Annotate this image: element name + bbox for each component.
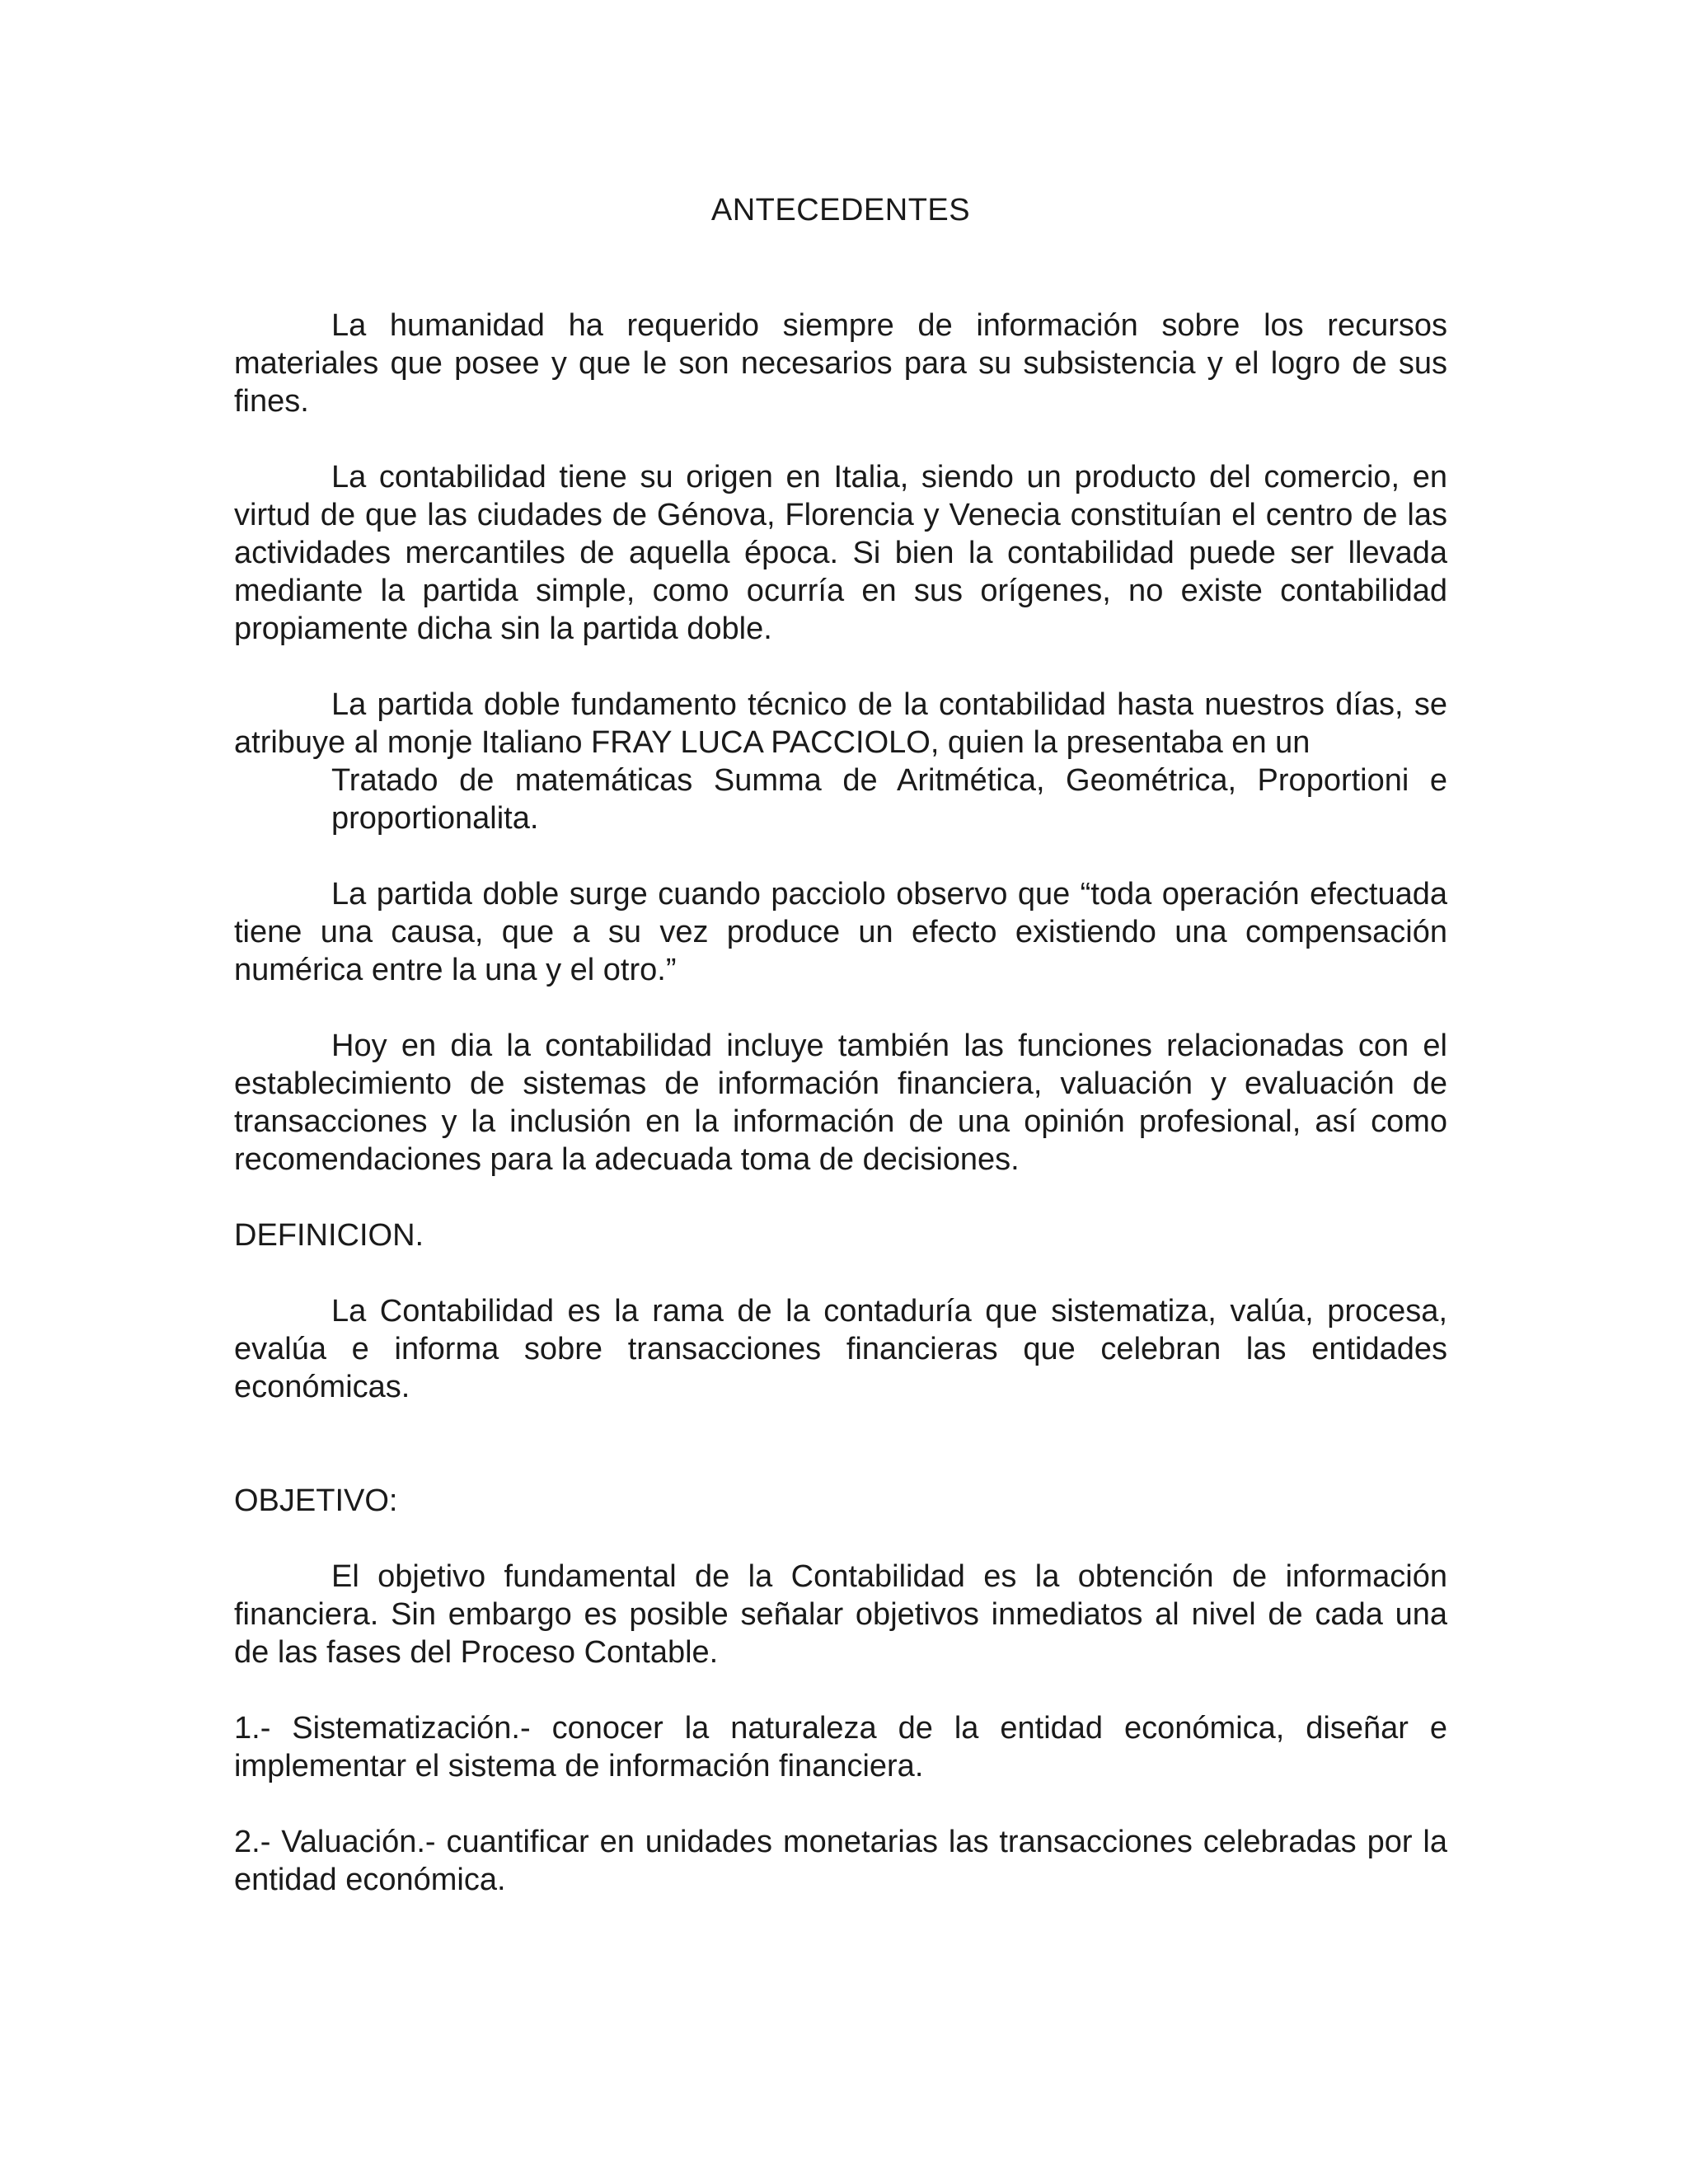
paragraph-definicion: La Contabilidad es la rama de la contaduría que sistematiza, valúa, procesa, evalúa e informa sobre transacciones financieras que celebran las entidades económicas. bbox=[234, 1294, 1447, 1404]
heading-objetivo: OBJETIVO: bbox=[234, 1483, 398, 1518]
list-item-valuacion: 2.- Valuación.- cuantificar en unidades monetarias las transacciones celebradas por la entidad económica. bbox=[234, 1825, 1447, 1897]
paragraph-partida-doble-first: La partida doble fundamento técnico de la contabilidad hasta nuestros días, se atribuye al monje Italiano FRAY LUCA PACCIOLO, quien la presentaba en un bbox=[234, 687, 1447, 760]
paragraph-hoy-en-dia: Hoy en dia la contabilidad incluye también las funciones relacionadas con el establecimiento de sistemas de información financiera, valuación y evaluación de transacciones y la inclusión en la información de una opinión profesional, así como recomendaciones para la adecuada toma de decisiones. bbox=[234, 1029, 1447, 1177]
document-body bbox=[234, 191, 1447, 1937]
heading-definicion: DEFINICION. bbox=[234, 1218, 424, 1253]
paragraph-objetivo: El objetivo fundamental de la Contabilidad es la obtención de información financiera. Sin embargo es posible señalar objetivos inmediatos al nivel de cada una de las fases del Proceso Contable. bbox=[234, 1559, 1447, 1670]
list-item-sistematizacion: 1.- Sistematización.- conocer la naturaleza de la entidad económica, diseñar e implementar el sistema de información financiera. bbox=[234, 1711, 1447, 1783]
paragraph-humanidad: La humanidad ha requerido siempre de información sobre los recursos materiales que posee y que le son necesarios para su subsistencia y el logro de sus fines. bbox=[234, 308, 1447, 419]
page-title: ANTECEDENTES bbox=[710, 193, 971, 227]
paragraph-partida-doble bbox=[234, 686, 1447, 837]
paragraph-pacciolo-quote: La partida doble surge cuando pacciolo observo que “toda operación efectuada tiene una causa, que a su vez produce un efecto existiendo una compensación numérica entre la una y el otro.” bbox=[234, 877, 1447, 987]
paragraph-origen-italia: La contabilidad tiene su origen en Italia, siendo un producto del comercio, en virtud de que las ciudades de Génova, Florencia y Venecia constituían el centro de las actividades mercantiles de aquella época. Si bien la contabilidad puede ser llevada mediante la partida simple, como ocurría en sus orígenes, no existe contabilidad propiamente dicha sin la partida doble. bbox=[234, 460, 1447, 646]
paragraph-partida-doble-rest: Tratado de matemáticas Summa de Aritmética, Geométrica, Proportioni e proportionalita. bbox=[331, 763, 1447, 836]
